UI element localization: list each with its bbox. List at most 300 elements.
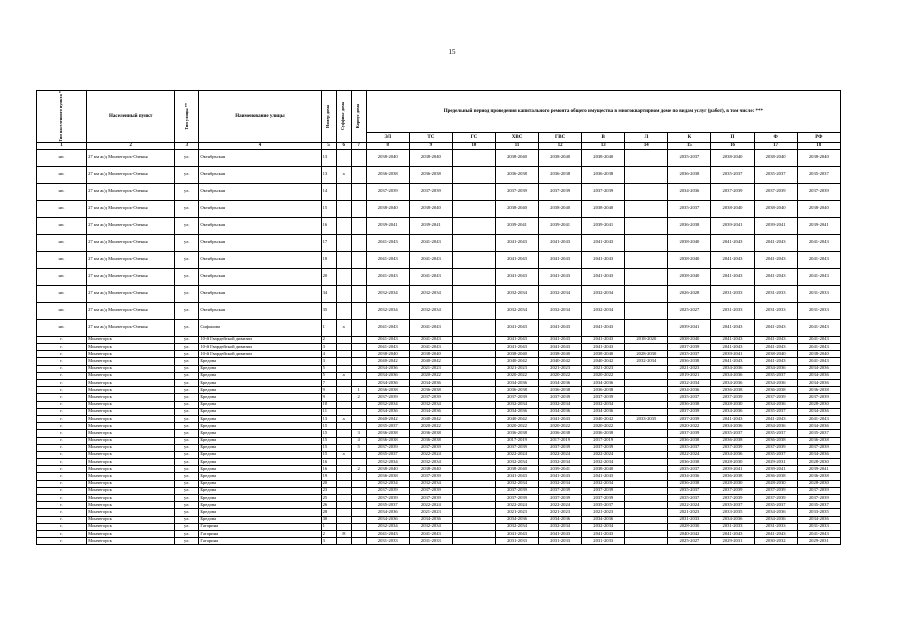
v-cell: 2041-2043 bbox=[582, 319, 625, 336]
k-cell: 2020-2022 bbox=[668, 423, 711, 430]
f-cell: 2031-2033 bbox=[754, 523, 797, 530]
settlement-type-cell: г. bbox=[37, 437, 87, 444]
k-cell: 2038-2040 bbox=[668, 251, 711, 268]
settlement-cell: Мончегорск bbox=[87, 365, 175, 372]
house-suffix-cell bbox=[336, 473, 351, 480]
house-suffix-cell bbox=[336, 466, 351, 473]
house-number-cell: 2 bbox=[321, 336, 336, 343]
house-suffix-cell bbox=[336, 351, 351, 358]
street-type-cell: ул. bbox=[175, 372, 199, 379]
k-cell: 2036-2038 bbox=[668, 459, 711, 466]
k-cell: 2035-2037 bbox=[668, 394, 711, 401]
settlement-cell: Мончегорск bbox=[87, 495, 175, 502]
p-cell: 2041-2043 bbox=[711, 336, 754, 343]
hvs-cell: 2032-2034 bbox=[495, 285, 538, 302]
gvs-cell: 2041-2043 bbox=[539, 336, 582, 343]
table-row bbox=[37, 344, 841, 351]
el-cell: 2039-2041 bbox=[366, 217, 409, 234]
rf-cell: 2035-2037 bbox=[797, 430, 840, 437]
table-row bbox=[37, 394, 841, 401]
column-number: 14 bbox=[625, 142, 668, 149]
hvs-cell: 2038-2040 bbox=[495, 149, 538, 166]
column-number: 17 bbox=[754, 142, 797, 149]
el-cell: 2037-2039 bbox=[366, 183, 409, 200]
page-number: 15 bbox=[448, 48, 456, 56]
house-building-cell bbox=[351, 268, 366, 285]
settlement-cell: Мончегорск bbox=[87, 380, 175, 387]
f-cell: 2035-2037 bbox=[754, 372, 797, 379]
house-number-cell: 30 bbox=[321, 516, 336, 523]
street-name-cell: Октябрьская bbox=[199, 285, 321, 302]
l-cell bbox=[625, 473, 668, 480]
hvs-cell: 2022-2024 bbox=[495, 451, 538, 458]
house-number-cell: 13 bbox=[321, 166, 336, 183]
house-suffix-cell bbox=[336, 285, 351, 302]
l-cell bbox=[625, 251, 668, 268]
el-cell: 2038-2040 bbox=[366, 466, 409, 473]
house-building-cell bbox=[351, 365, 366, 372]
l-cell bbox=[625, 149, 668, 166]
p-cell: 2034-2036 bbox=[711, 372, 754, 379]
settlement-cell: Мончегорск bbox=[87, 387, 175, 394]
table-row bbox=[37, 268, 841, 285]
l-cell bbox=[625, 319, 668, 336]
rf-cell: 2041-2043 bbox=[797, 530, 840, 537]
l-cell bbox=[625, 285, 668, 302]
settlement-type-cell: нп. bbox=[37, 268, 87, 285]
table-row bbox=[37, 285, 841, 302]
l-cell bbox=[625, 487, 668, 494]
p-cell: 2037-2039 bbox=[711, 394, 754, 401]
f-cell: 2034-2036 bbox=[754, 509, 797, 516]
header-service: ГС bbox=[452, 132, 495, 142]
settlement-cell: Мончегорск bbox=[87, 336, 175, 343]
house-number-cell: 7 bbox=[321, 380, 336, 387]
street-type-cell: ул. bbox=[175, 336, 199, 343]
rf-cell: 2041-2043 bbox=[797, 358, 840, 365]
rf-cell: 2041-2043 bbox=[797, 319, 840, 336]
header-service: В bbox=[582, 132, 625, 142]
gs-cell bbox=[452, 516, 495, 523]
k-cell: 2037-2039 bbox=[668, 408, 711, 415]
l-cell bbox=[625, 365, 668, 372]
f-cell: 2035-2037 bbox=[754, 408, 797, 415]
street-name-cell: 10-й Гвардейской дивизии bbox=[199, 344, 321, 351]
gs-cell bbox=[452, 166, 495, 183]
house-building-cell bbox=[351, 380, 366, 387]
street-name-cell: Октябрьская bbox=[199, 217, 321, 234]
ts-cell: 2036-2038 bbox=[409, 437, 452, 444]
l-cell bbox=[625, 538, 668, 545]
street-type-cell: ул. bbox=[175, 444, 199, 451]
gs-cell bbox=[452, 268, 495, 285]
settlement-type-cell: г. bbox=[37, 365, 87, 372]
v-cell: 2020-2022 bbox=[582, 423, 625, 430]
ts-cell: 2037-2039 bbox=[409, 394, 452, 401]
settlement-cell: Мончегорск bbox=[87, 401, 175, 408]
settlement-type-cell: г. bbox=[37, 401, 87, 408]
gs-cell bbox=[452, 430, 495, 437]
p-cell: 2041-2043 bbox=[711, 234, 754, 251]
street-name-cell: Бредова bbox=[199, 387, 321, 394]
house-suffix-cell bbox=[336, 268, 351, 285]
f-cell: 2041-2043 bbox=[754, 336, 797, 343]
v-cell: 2034-2036 bbox=[582, 516, 625, 523]
settlement-cell: 27 км ж/д Мончегорск-Оленья bbox=[87, 149, 175, 166]
column-number: 11 bbox=[495, 142, 538, 149]
k-cell: 2038-2040 bbox=[668, 336, 711, 343]
settlement-cell: Мончегорск bbox=[87, 516, 175, 523]
street-type-cell: ул. bbox=[175, 487, 199, 494]
p-cell: 2034-2036 bbox=[711, 451, 754, 458]
f-cell: 2041-2043 bbox=[754, 234, 797, 251]
gs-cell bbox=[452, 358, 495, 365]
gs-cell bbox=[452, 380, 495, 387]
settlement-cell: Мончегорск bbox=[87, 473, 175, 480]
house-building-cell bbox=[351, 495, 366, 502]
ts-cell: 2034-2036 bbox=[409, 408, 452, 415]
f-cell: 2037-2039 bbox=[754, 487, 797, 494]
street-name-cell: Бредова bbox=[199, 516, 321, 523]
hvs-cell: 2040-2042 bbox=[495, 415, 538, 422]
p-cell: 2034-2036 bbox=[711, 516, 754, 523]
settlement-type-cell: г. bbox=[37, 408, 87, 415]
column-number: 13 bbox=[582, 142, 625, 149]
house-suffix-cell: а bbox=[336, 415, 351, 422]
hvs-cell: 2037-2039 bbox=[495, 487, 538, 494]
settlement-type-cell: нп. bbox=[37, 234, 87, 251]
rf-cell: 2039-2041 bbox=[797, 466, 840, 473]
street-type-cell: ул. bbox=[175, 509, 199, 516]
ts-cell: 2041-2043 bbox=[409, 319, 452, 336]
settlement-cell: Мончегорск bbox=[87, 502, 175, 509]
k-cell: 2034-2036 bbox=[668, 473, 711, 480]
hvs-cell: 2041-2043 bbox=[495, 251, 538, 268]
hvs-cell: 2037-2039 bbox=[495, 444, 538, 451]
gvs-cell: 2031-2033 bbox=[539, 538, 582, 545]
p-cell: 2031-2033 bbox=[711, 302, 754, 319]
house-number-cell: 4 bbox=[321, 351, 336, 358]
gs-cell bbox=[452, 183, 495, 200]
settlement-cell: Мончегорск bbox=[87, 351, 175, 358]
f-cell: 2037-2039 bbox=[754, 444, 797, 451]
gs-cell bbox=[452, 523, 495, 530]
house-building-cell bbox=[351, 302, 366, 319]
house-number-cell: 15 bbox=[321, 423, 336, 430]
table-row bbox=[37, 530, 841, 537]
l-cell: 2028-2030 bbox=[625, 351, 668, 358]
p-cell: 2034-2036 bbox=[711, 423, 754, 430]
v-cell: 2040-2042 bbox=[582, 358, 625, 365]
gvs-cell: 2022-2024 bbox=[539, 451, 582, 458]
p-cell: 2035-2037 bbox=[711, 502, 754, 509]
house-number-cell: 23 bbox=[321, 487, 336, 494]
settlement-cell: 27 км ж/д Мончегорск-Оленья bbox=[87, 217, 175, 234]
settlement-cell: Мончегорск bbox=[87, 523, 175, 530]
column-number: 7 bbox=[351, 142, 366, 149]
rf-cell: 2031-2033 bbox=[797, 523, 840, 530]
house-suffix-cell bbox=[336, 459, 351, 466]
house-suffix-cell bbox=[336, 149, 351, 166]
house-building-cell: 2 bbox=[351, 394, 366, 401]
v-cell: 2035-2037 bbox=[582, 502, 625, 509]
settlement-type-cell: нп. bbox=[37, 251, 87, 268]
hvs-cell: 2021-2023 bbox=[495, 509, 538, 516]
ts-cell: 2032-2034 bbox=[409, 480, 452, 487]
gvs-cell: 2041-2043 bbox=[539, 344, 582, 351]
hvs-cell: 2041-2043 bbox=[495, 473, 538, 480]
settlement-type-cell: нп. bbox=[37, 166, 87, 183]
house-building-cell bbox=[351, 408, 366, 415]
column-number: 16 bbox=[711, 142, 754, 149]
rf-cell: 2038-2040 bbox=[797, 200, 840, 217]
hvs-cell: 2037-2039 bbox=[495, 183, 538, 200]
settlement-cell: Мончегорск bbox=[87, 415, 175, 422]
rf-cell: 2041-2043 bbox=[797, 251, 840, 268]
house-building-cell bbox=[351, 459, 366, 466]
street-type-cell: ул. bbox=[175, 234, 199, 251]
k-cell: 2035-2037 bbox=[668, 351, 711, 358]
house-suffix-cell bbox=[336, 251, 351, 268]
gs-cell bbox=[452, 509, 495, 516]
hvs-cell: 2041-2043 bbox=[495, 268, 538, 285]
ts-cell: 2020-2022 bbox=[409, 372, 452, 379]
v-cell: 2039-2041 bbox=[582, 217, 625, 234]
gs-cell bbox=[452, 538, 495, 545]
f-cell: 2034-2036 bbox=[754, 423, 797, 430]
settlement-type-cell: г. bbox=[37, 459, 87, 466]
el-cell: 2036-2038 bbox=[366, 387, 409, 394]
gvs-cell: 2034-2036 bbox=[539, 380, 582, 387]
el-cell: 2032-2034 bbox=[366, 302, 409, 319]
settlement-type-cell: нп. bbox=[37, 183, 87, 200]
street-type-cell: ул. bbox=[175, 183, 199, 200]
table-row bbox=[37, 487, 841, 494]
table-row bbox=[37, 473, 841, 480]
v-cell: 2037-2039 bbox=[582, 495, 625, 502]
k-cell: 2040-2042 bbox=[668, 530, 711, 537]
f-cell: 2029-2031 bbox=[754, 459, 797, 466]
settlement-type-cell: г. bbox=[37, 509, 87, 516]
house-suffix-cell bbox=[336, 234, 351, 251]
street-name-cell: Октябрьская bbox=[199, 302, 321, 319]
el-cell: 2035-2037 bbox=[366, 502, 409, 509]
hvs-cell: 2031-2033 bbox=[495, 538, 538, 545]
house-number-cell: 5 bbox=[321, 365, 336, 372]
street-name-cell: Сифонова bbox=[199, 319, 321, 336]
gvs-cell: 2041-2043 bbox=[539, 319, 582, 336]
ts-cell: 2032-2034 bbox=[409, 302, 452, 319]
column-number: 5 bbox=[321, 142, 336, 149]
ts-cell: 2038-2040 bbox=[409, 149, 452, 166]
p-cell: 2031-2033 bbox=[711, 523, 754, 530]
table-row bbox=[37, 319, 841, 336]
k-cell: 2022-2024 bbox=[668, 502, 711, 509]
gvs-cell: 2036-2038 bbox=[539, 430, 582, 437]
house-number-cell: 34 bbox=[321, 285, 336, 302]
settlement-cell: 27 км ж/д Мончегорск-Оленья bbox=[87, 166, 175, 183]
el-cell: 2036-2038 bbox=[366, 437, 409, 444]
v-cell: 2017-2019 bbox=[582, 437, 625, 444]
v-cell: 2032-2034 bbox=[582, 459, 625, 466]
street-name-cell: Бредова bbox=[199, 415, 321, 422]
street-type-cell: ул. bbox=[175, 149, 199, 166]
gvs-cell: 2034-2036 bbox=[539, 516, 582, 523]
house-suffix-cell bbox=[336, 365, 351, 372]
el-cell: 2032-2034 bbox=[366, 285, 409, 302]
house-building-cell: 3 bbox=[351, 430, 366, 437]
header-service: П bbox=[711, 132, 754, 142]
l-cell bbox=[625, 387, 668, 394]
house-building-cell bbox=[351, 285, 366, 302]
street-name-cell: 10-й Гвардейской дивизии bbox=[199, 351, 321, 358]
street-name-cell: Гагарина bbox=[199, 538, 321, 545]
gvs-cell: 2020-2022 bbox=[539, 372, 582, 379]
column-number: 4 bbox=[199, 142, 321, 149]
gs-cell bbox=[452, 372, 495, 379]
house-building-cell bbox=[351, 344, 366, 351]
f-cell: 2039-2041 bbox=[754, 466, 797, 473]
gvs-cell: 2037-2039 bbox=[539, 487, 582, 494]
house-building-cell bbox=[351, 217, 366, 234]
table-row bbox=[37, 251, 841, 268]
house-suffix-cell: /8 bbox=[336, 530, 351, 537]
table-row bbox=[37, 444, 841, 451]
rf-cell: 2034-2036 bbox=[797, 516, 840, 523]
p-cell: 2039-2041 bbox=[711, 351, 754, 358]
hvs-cell: 2039-2041 bbox=[495, 217, 538, 234]
house-building-cell bbox=[351, 487, 366, 494]
street-type-cell: ул. bbox=[175, 394, 199, 401]
ts-cell: 2038-2040 bbox=[409, 200, 452, 217]
gvs-cell: 2039-2041 bbox=[539, 217, 582, 234]
house-suffix-cell bbox=[336, 401, 351, 408]
rf-cell: 2041-2043 bbox=[797, 344, 840, 351]
v-cell: 2021-2023 bbox=[582, 509, 625, 516]
hvs-cell: 2032-2034 bbox=[495, 459, 538, 466]
l-cell bbox=[625, 444, 668, 451]
street-name-cell: Октябрьская bbox=[199, 149, 321, 166]
k-cell: 2031-2033 bbox=[668, 516, 711, 523]
p-cell: 2036-2038 bbox=[711, 387, 754, 394]
rf-cell: 2036-2038 bbox=[797, 387, 840, 394]
table-row bbox=[37, 387, 841, 394]
ts-cell: 2036-2038 bbox=[409, 430, 452, 437]
street-type-cell: ул. bbox=[175, 415, 199, 422]
ts-cell: 2041-2043 bbox=[409, 530, 452, 537]
settlement-cell: Мончегорск bbox=[87, 487, 175, 494]
f-cell: 2036-2038 bbox=[754, 387, 797, 394]
f-cell: 2041-2043 bbox=[754, 530, 797, 537]
settlement-type-cell: нп. bbox=[37, 149, 87, 166]
rf-cell: 2037-2039 bbox=[797, 495, 840, 502]
l-cell bbox=[625, 408, 668, 415]
street-type-cell: ул. bbox=[175, 451, 199, 458]
el-cell: 2040-2042 bbox=[366, 358, 409, 365]
settlement-type-cell: г. bbox=[37, 538, 87, 545]
v-cell: 2041-2043 bbox=[582, 234, 625, 251]
f-cell: 2041-2043 bbox=[754, 358, 797, 365]
ts-cell: 2021-2023 bbox=[409, 365, 452, 372]
street-type-cell: ул. bbox=[175, 430, 199, 437]
settlement-type-cell: г. bbox=[37, 480, 87, 487]
el-cell: 2040-2042 bbox=[366, 415, 409, 422]
p-cell: 2036-2038 bbox=[711, 473, 754, 480]
l-cell bbox=[625, 401, 668, 408]
k-cell: 2021-2023 bbox=[668, 365, 711, 372]
street-type-cell: ул. bbox=[175, 285, 199, 302]
gvs-cell: 2041-2043 bbox=[539, 268, 582, 285]
house-number-cell: 1 bbox=[321, 523, 336, 530]
street-type-cell: ул. bbox=[175, 401, 199, 408]
l-cell bbox=[625, 234, 668, 251]
house-building-cell bbox=[351, 415, 366, 422]
house-number-cell: 20 bbox=[321, 268, 336, 285]
settlement-cell: Мончегорск bbox=[87, 394, 175, 401]
k-cell: 2036-2038 bbox=[668, 217, 711, 234]
settlement-type-cell: г. bbox=[37, 444, 87, 451]
settlement-type-cell: г. bbox=[37, 415, 87, 422]
gvs-cell: 2036-2038 bbox=[539, 387, 582, 394]
settlement-cell: 27 км ж/д Мончегорск-Оленья bbox=[87, 302, 175, 319]
header-settlement: Населенный пункт bbox=[87, 91, 175, 143]
k-cell: 2037-2039 bbox=[668, 344, 711, 351]
v-cell: 2038-2040 bbox=[582, 466, 625, 473]
v-cell: 2020-2022 bbox=[582, 372, 625, 379]
el-cell: 2035-2037 bbox=[366, 451, 409, 458]
house-suffix-cell bbox=[336, 387, 351, 394]
k-cell: 2035-2037 bbox=[668, 466, 711, 473]
gvs-cell: 2037-2039 bbox=[539, 394, 582, 401]
rf-cell: 2041-2043 bbox=[797, 336, 840, 343]
header-service: К bbox=[668, 132, 711, 142]
ts-cell: 2032-2034 bbox=[409, 459, 452, 466]
gs-cell bbox=[452, 487, 495, 494]
p-cell: 2039-2041 bbox=[711, 466, 754, 473]
f-cell: 2035-2037 bbox=[754, 451, 797, 458]
house-building-cell: 5 bbox=[351, 444, 366, 451]
gs-cell bbox=[452, 408, 495, 415]
k-cell: 2035-2037 bbox=[668, 149, 711, 166]
rf-cell: 2029-2031 bbox=[797, 538, 840, 545]
settlement-type-cell: г. bbox=[37, 344, 87, 351]
street-name-cell: Октябрьская bbox=[199, 200, 321, 217]
settlement-type-cell: г. bbox=[37, 502, 87, 509]
ts-cell: 2038-2040 bbox=[409, 466, 452, 473]
house-number-cell: 5 bbox=[321, 372, 336, 379]
k-cell: 2034-2036 bbox=[668, 387, 711, 394]
settlement-cell: Мончегорск bbox=[87, 538, 175, 545]
house-suffix-cell bbox=[336, 487, 351, 494]
el-cell: 2041-2043 bbox=[366, 319, 409, 336]
house-building-cell bbox=[351, 149, 366, 166]
f-cell: 2041-2043 bbox=[754, 251, 797, 268]
house-number-cell: 11 bbox=[321, 408, 336, 415]
gs-cell bbox=[452, 149, 495, 166]
l-cell bbox=[625, 380, 668, 387]
gs-cell bbox=[452, 473, 495, 480]
gs-cell bbox=[452, 200, 495, 217]
settlement-type-cell: г. bbox=[37, 523, 87, 530]
house-suffix-cell: а bbox=[336, 451, 351, 458]
l-cell bbox=[625, 372, 668, 379]
capital-repair-table bbox=[36, 90, 841, 545]
settlement-type-cell: г. bbox=[37, 451, 87, 458]
el-cell: 2034-2036 bbox=[366, 365, 409, 372]
p-cell: 2034-2036 bbox=[711, 365, 754, 372]
table-row bbox=[37, 358, 841, 365]
hvs-cell: 2017-2019 bbox=[495, 437, 538, 444]
